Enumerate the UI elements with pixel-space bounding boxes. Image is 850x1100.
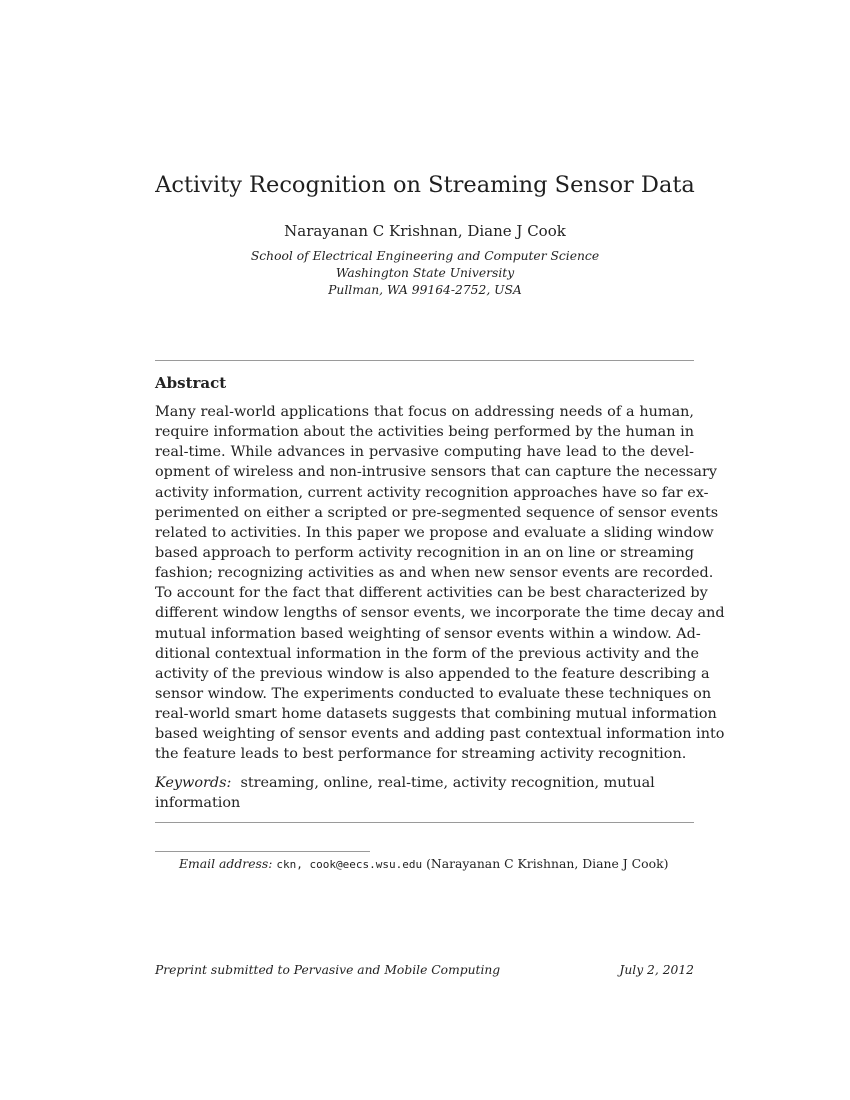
- abstract-line: opment of wireless and non-intrusive sensors that can capture the necessary: [155, 464, 717, 481]
- keywords-text: streaming, online, real-time, activity recognition, mutual information: [155, 775, 655, 811]
- paper-title: Activity Recognition on Streaming Sensor Data: [155, 172, 695, 198]
- abstract-line: real-time. While advances in pervasive computing have lead to the devel-: [155, 444, 694, 461]
- footnote-names: (Narayanan C Krishnan, Diane J Cook): [426, 856, 669, 871]
- affiliation-school: School of Electrical Engineering and Computer Science: [250, 249, 600, 263]
- abstract-top-rule: [155, 360, 694, 361]
- abstract-line: different window lengths of sensor events, we incorporate the time decay and: [155, 605, 725, 622]
- abstract-line: based weighting of sensor events and adding past contextual information into: [155, 726, 725, 743]
- abstract-line: mutual information based weighting of sensor events within a window. Ad-: [155, 625, 701, 642]
- footnote-label: Email address:: [179, 856, 273, 871]
- abstract-line: ditional contextual information in the form of the previous activity and the: [155, 645, 700, 662]
- footnote-emails[interactable]: ckn, cook@eecs.wsu.edu: [276, 858, 423, 871]
- abstract-line: require information about the activities being performed by the human in: [155, 424, 694, 441]
- keywords: [155, 773, 694, 813]
- abstract-line: activity of the previous window is also appended to the feature describing a: [155, 665, 710, 682]
- abstract-line: activity information, current activity recognition approaches have so far ex-: [155, 484, 709, 501]
- abstract-line: the feature leads to best performance for streaming activity recognition.: [155, 746, 687, 763]
- affiliation-address: Pullman, WA 99164-2752, USA: [328, 283, 522, 297]
- abstract-line: real-world smart home datasets suggests that combining mutual information: [155, 706, 717, 723]
- abstract-line: fashion; recognizing activities as and when new sensor events are recorded.: [155, 565, 714, 582]
- abstract-body: [155, 402, 725, 765]
- abstract-line: based approach to perform activity recognition in an on line or streaming: [155, 544, 694, 561]
- preprint-date: July 2, 2012: [619, 963, 694, 977]
- affiliation-university: Washington State University: [335, 266, 515, 280]
- abstract-line: perimented on either a scripted or pre-segmented sequence of sensor events: [155, 504, 719, 521]
- email-footnote: [179, 855, 668, 873]
- footnote-rule: [155, 851, 370, 852]
- abstract-line: Many real-world applications that focus on addressing needs of a human,: [155, 404, 694, 420]
- abstract-line: sensor window. The experiments conducted to evaluate these techniques on: [155, 685, 712, 702]
- keywords-label: Keywords:: [155, 775, 232, 791]
- author-list: Narayanan C Krishnan, Diane J Cook: [284, 222, 566, 240]
- abstract-heading: Abstract: [155, 374, 227, 392]
- abstract-line: related to activities. In this paper we propose and evaluate a sliding window: [155, 524, 714, 541]
- abstract-line: To account for the fact that different activities can be best characterized by: [155, 585, 708, 602]
- preprint-note: Preprint submitted to Pervasive and Mobile Computing: [155, 963, 501, 977]
- abstract-bottom-rule: [155, 822, 694, 823]
